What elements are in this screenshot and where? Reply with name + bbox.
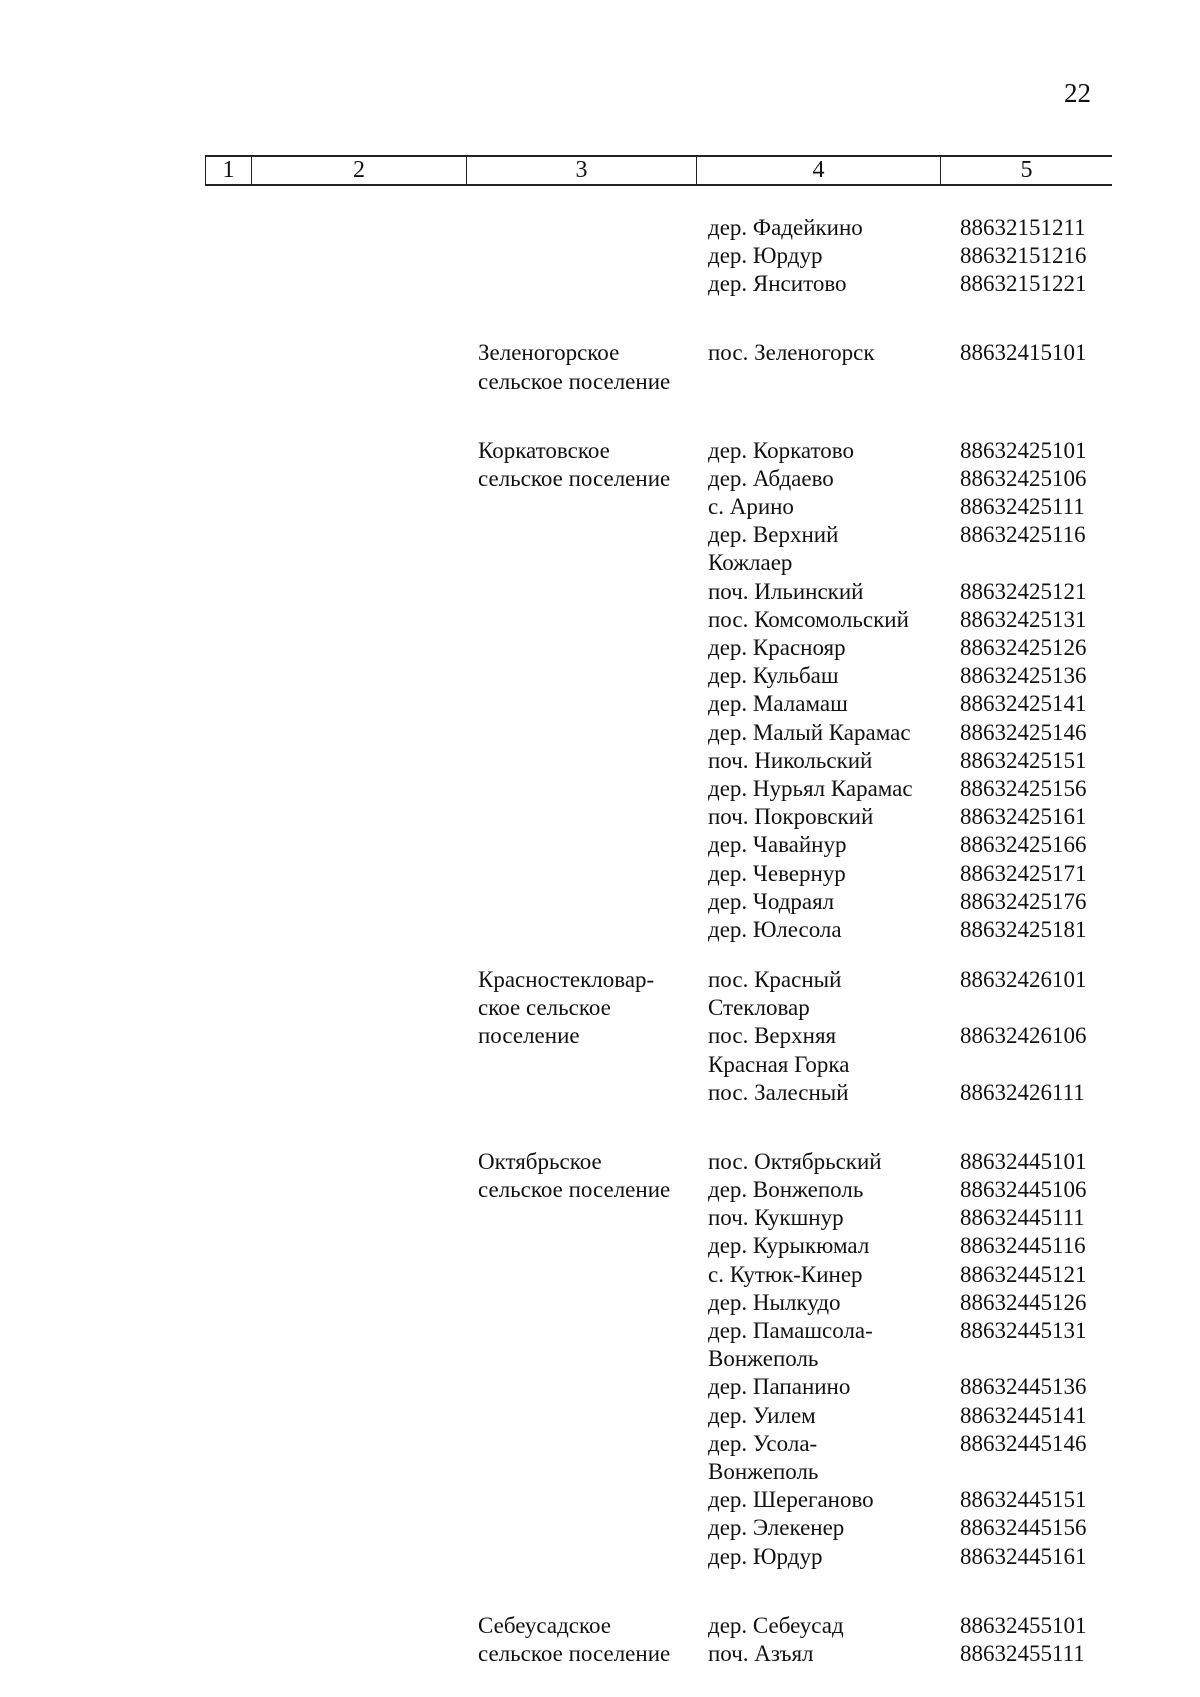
place-name-line: Красная Горка	[708, 1051, 850, 1077]
place-name-line: дер. Нурьял Карамас	[708, 776, 913, 801]
place-code: 88632445151	[960, 1487, 1087, 1513]
place-code: 88632415101	[960, 340, 1087, 366]
place-code: 88632445131	[960, 1317, 1087, 1343]
place-name-line: дер. Себеусад	[708, 1612, 844, 1638]
place-code: 88632425156	[960, 776, 1087, 801]
settlement-name-line: Октябрьское	[478, 1148, 602, 1174]
place-name-line: Кожлаер	[708, 550, 793, 576]
place-name-line: пос. Октябрьский	[708, 1148, 882, 1174]
place-name-line: дер. Кульбаш	[708, 663, 839, 689]
place-code: 88632425131	[960, 606, 1087, 632]
place-name-line: пос. Залесный	[708, 1079, 849, 1105]
settlement-name-line: ское сельское	[478, 995, 611, 1021]
place-code: 88632425116	[960, 522, 1086, 548]
place-code: 88632151221	[960, 271, 1087, 297]
place-code: 88632445121	[960, 1261, 1087, 1287]
place-name-line: дер. Вонжеполь	[708, 1176, 864, 1202]
place-code: 88632425126	[960, 635, 1087, 660]
place-code: 88632445136	[960, 1374, 1087, 1400]
place-code: 88632425136	[960, 663, 1087, 689]
settlement-name-line: Красностекловар-	[478, 966, 655, 992]
place-name-line: дер. Папанино	[708, 1374, 851, 1400]
place-name-line: пос. Комсомольский	[708, 606, 909, 632]
place-code: 88632425151	[960, 747, 1087, 773]
place-name-line: дер. Фадейкино	[708, 215, 863, 240]
place-name-line: дер. Нылкудо	[708, 1289, 841, 1315]
place-code: 88632445126	[960, 1289, 1087, 1315]
place-name-line: дер. Чевернур	[708, 860, 846, 886]
place-code: 88632426111	[960, 1079, 1085, 1105]
place-code: 88632425171	[960, 860, 1087, 886]
place-code: 88632445156	[960, 1515, 1087, 1541]
place-name-line: дер. Чодраял	[708, 888, 835, 914]
settlement-name-line: сельское поселение	[478, 1640, 671, 1666]
place-code: 88632445101	[960, 1148, 1087, 1174]
place-name-line: дер. Юрдур	[708, 1543, 823, 1569]
place-code: 88632455101	[960, 1612, 1087, 1638]
place-code: 88632425161	[960, 804, 1087, 830]
place-code: 88632455111	[960, 1640, 1085, 1666]
place-name-line: Вонжеполь	[708, 1458, 819, 1484]
column-header-3: 3	[466, 157, 696, 184]
place-name-line: с. Арино	[708, 494, 794, 519]
place-name-line: с. Кутюк-Кинер	[708, 1261, 863, 1287]
place-name-line: дер. Курыкюмал	[708, 1233, 870, 1259]
place-code: 88632445111	[960, 1205, 1085, 1231]
place-code: 88632151216	[960, 243, 1087, 269]
settlement-name-line: сельское поселение	[478, 465, 671, 491]
place-code: 88632426106	[960, 1023, 1087, 1049]
place-code: 88632445161	[960, 1543, 1087, 1569]
column-header-4: 4	[696, 157, 940, 184]
place-name-line: дер. Элекенер	[708, 1515, 845, 1541]
place-name-line: дер. Юлесола	[708, 917, 842, 942]
place-code: 88632445146	[960, 1430, 1087, 1456]
settlement-name-line: Себеусадское	[478, 1612, 611, 1638]
settlement-name-line: сельское поселение	[478, 368, 671, 394]
column-header-1: 1	[205, 157, 251, 184]
place-code: 88632445106	[960, 1176, 1087, 1202]
place-name-line: дер. Памашсола-	[708, 1317, 873, 1343]
place-code: 88632425176	[960, 888, 1087, 914]
place-code: 88632445116	[960, 1233, 1086, 1259]
place-name-line: дер. Усола-	[708, 1430, 818, 1456]
place-name-line: дер. Шереганово	[708, 1487, 874, 1513]
place-name-line: дер. Верхний	[708, 522, 839, 548]
place-name-line: пос. Верхняя	[708, 1023, 837, 1049]
place-code: 88632425121	[960, 578, 1087, 604]
place-code: 88632425101	[960, 437, 1087, 463]
place-code: 88632425181	[960, 917, 1087, 942]
place-name-line: поч. Покровский	[708, 804, 874, 830]
column-header-5: 5	[940, 157, 1112, 184]
place-code: 88632425166	[960, 832, 1087, 858]
place-name-line: поч. Азъял	[708, 1640, 814, 1666]
place-name-line: дер. Коркатово	[708, 437, 854, 463]
place-name-line: дер. Краснояр	[708, 635, 846, 660]
place-name-line: поч. Кукшнур	[708, 1205, 844, 1231]
settlement-name-line: Коркатовское	[478, 437, 610, 463]
place-name-line: поч. Ильинский	[708, 578, 864, 604]
place-name-line: дер. Маламаш	[708, 691, 848, 717]
place-code: 88632151211	[960, 215, 1086, 240]
settlement-name-line: поселение	[478, 1023, 580, 1049]
place-name-line: дер. Малый Карамас	[708, 719, 911, 745]
place-name-line: дер. Абдаево	[708, 465, 834, 491]
settlement-name-line: сельское поселение	[478, 1176, 671, 1202]
place-name-line: Стекловар	[708, 995, 810, 1021]
place-name-line: поч. Никольский	[708, 747, 873, 773]
place-name-line: дер. Чавайнур	[708, 832, 847, 858]
place-name-line: дер. Уилем	[708, 1402, 816, 1428]
place-name-line: пос. Красный	[708, 966, 842, 992]
place-code: 88632425141	[960, 691, 1087, 717]
place-code: 88632445141	[960, 1402, 1087, 1428]
place-name-line: дер. Юрдур	[708, 243, 823, 269]
place-name-line: дер. Янситово	[708, 271, 847, 297]
settlement-name-line: Зеленогорское	[478, 340, 620, 366]
page-number: 22	[1064, 78, 1091, 108]
place-code: 88632425111	[960, 494, 1085, 519]
place-code: 88632425106	[960, 465, 1087, 491]
table-header	[205, 155, 1112, 186]
column-header-2: 2	[251, 157, 466, 184]
place-name-line: пос. Зеленогорск	[708, 340, 875, 366]
place-code: 88632426101	[960, 966, 1087, 992]
place-name-line: Вонжеполь	[708, 1346, 819, 1372]
place-code: 88632425146	[960, 719, 1087, 745]
